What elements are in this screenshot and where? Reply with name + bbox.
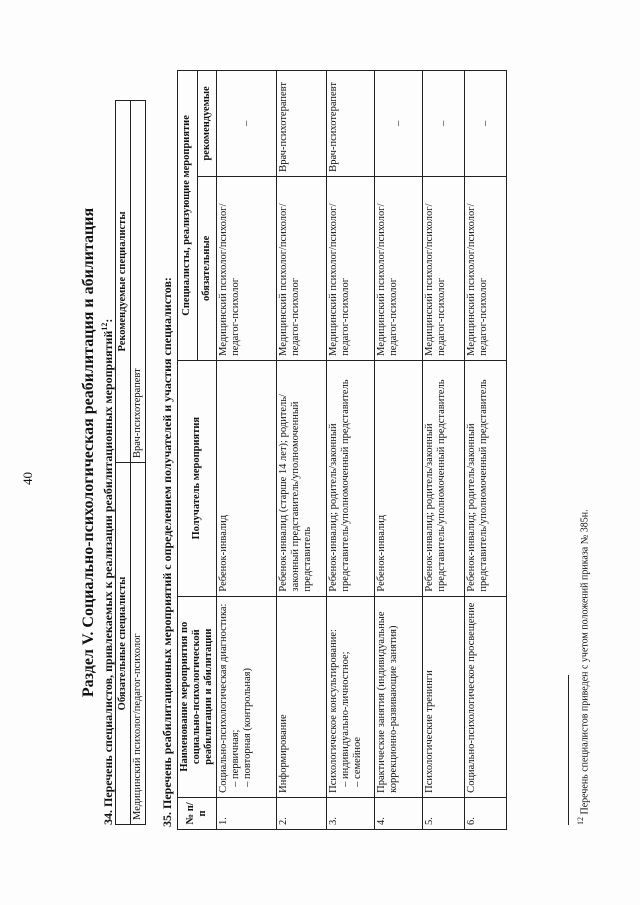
footnote-text: Перечень специалистов приведен с учетом положений приказа № 385н. bbox=[579, 509, 591, 815]
recommended-specialists-cell: Врач-психотерапевт bbox=[131, 101, 146, 463]
row-recipient: Ребенок-инвалид bbox=[217, 360, 277, 596]
row-required: Медицинский психолог/психолог/педагог-психолог bbox=[465, 176, 507, 360]
footnote bbox=[576, 509, 590, 825]
row-name: Практические занятия (индивидуальные коррекционно-развивающие занятия) bbox=[375, 596, 423, 797]
row-name: Психологические тренинги bbox=[423, 596, 465, 797]
row-recipient: Ребенок-инвалид bbox=[375, 360, 423, 596]
row-name-text: Социально-психологическая диагностика: bbox=[218, 603, 229, 793]
row-name: Информирование bbox=[277, 596, 327, 797]
row-num: 3. bbox=[327, 797, 375, 829]
row-name-text: Психологическое консультирование: bbox=[328, 629, 339, 793]
row-recipient: Ребенок-инвалид; родитель/законный представитель/уполномоченный представитель bbox=[327, 360, 375, 596]
measures-table bbox=[177, 70, 507, 830]
row-item: – повторная (контрольная) bbox=[242, 668, 253, 787]
row-recommended: – bbox=[375, 71, 423, 177]
header-name: Наименование мероприятия по социально-психологической реабилитации и абилитации bbox=[178, 596, 217, 797]
row-required: Медицинский психолог/психолог/педагог-психолог bbox=[277, 176, 327, 360]
table-row bbox=[423, 71, 465, 830]
header-num: № п/п bbox=[178, 797, 217, 829]
page-number: 40 bbox=[20, 472, 35, 485]
row-item: – семейное bbox=[352, 736, 363, 787]
header-recipient: Получатель мероприятия bbox=[178, 360, 217, 596]
row-required: Медицинский психолог/психолог/педагог-психолог bbox=[423, 176, 465, 360]
heading-34: 34. Перечень специалистов, привлекаемых к реализации реабилитационных мероприятий$^{12}$: bbox=[100, 318, 115, 825]
row-recommended: – bbox=[217, 71, 277, 177]
row-required: Медицинский психолог/психолог/педагог-психолог bbox=[217, 176, 277, 360]
row-item: – первичная; bbox=[230, 729, 241, 787]
footnote-ref: 12 bbox=[100, 322, 109, 331]
footnote-mark: 12 bbox=[576, 817, 585, 825]
footnote-divider bbox=[568, 675, 569, 825]
row-recommended: Врач-психотерапевт bbox=[277, 71, 327, 177]
row-item: – индивидуально-личностное; bbox=[340, 651, 351, 787]
header-recommended: рекомендуемые bbox=[197, 71, 217, 177]
table-row bbox=[327, 71, 375, 830]
row-num: 2. bbox=[277, 797, 327, 829]
specialists-table bbox=[115, 100, 146, 825]
header-recommended-specialists: Рекомендуемые специалисты bbox=[116, 101, 131, 463]
row-recipient: Ребенок-инвалид; родитель/законный представитель/уполномоченный представитель bbox=[465, 360, 507, 596]
table-row bbox=[465, 71, 507, 830]
header-specialists: Специалисты, реализующие мероприятие bbox=[178, 71, 198, 361]
row-num: 4. bbox=[375, 797, 423, 829]
row-recipient: Ребенок-инвалид (старше 14 лет); родитель/законный представитель/уполномоченный представитель bbox=[277, 360, 327, 596]
row-num: 5. bbox=[423, 797, 465, 829]
row-recommended: – bbox=[465, 71, 507, 177]
required-specialists-cell: Медицинский психолог/педагог-психолог bbox=[131, 463, 146, 825]
row-recipient: Ребенок-инвалид; родитель/законный представитель/уполномоченный представитель bbox=[423, 360, 465, 596]
row-num: 1. bbox=[217, 797, 277, 829]
table-row bbox=[375, 71, 423, 830]
row-name bbox=[217, 596, 277, 797]
section-title: Раздел V. Социально-психологическая реабилитация и абилитация bbox=[80, 207, 97, 698]
row-name: Социально-психологическое просвещение bbox=[465, 596, 507, 797]
header-required: обязательные bbox=[197, 176, 217, 360]
row-required: Медицинский психолог/психолог/педагог-психолог bbox=[375, 176, 423, 360]
header-required-specialists: Обязательные специалисты bbox=[116, 463, 131, 825]
row-num: 6. bbox=[465, 797, 507, 829]
heading-35: 35. Перечень реабилитационных мероприятий с определением получателей и участия специалистов: bbox=[160, 277, 174, 827]
row-recommended: – bbox=[423, 71, 465, 177]
table-row bbox=[217, 71, 277, 830]
row-required: Медицинский психолог/психолог/педагог-психолог bbox=[327, 176, 375, 360]
row-recommended: Врач-психотерапевт bbox=[327, 71, 375, 177]
table-row bbox=[277, 71, 327, 830]
row-name bbox=[327, 596, 375, 797]
